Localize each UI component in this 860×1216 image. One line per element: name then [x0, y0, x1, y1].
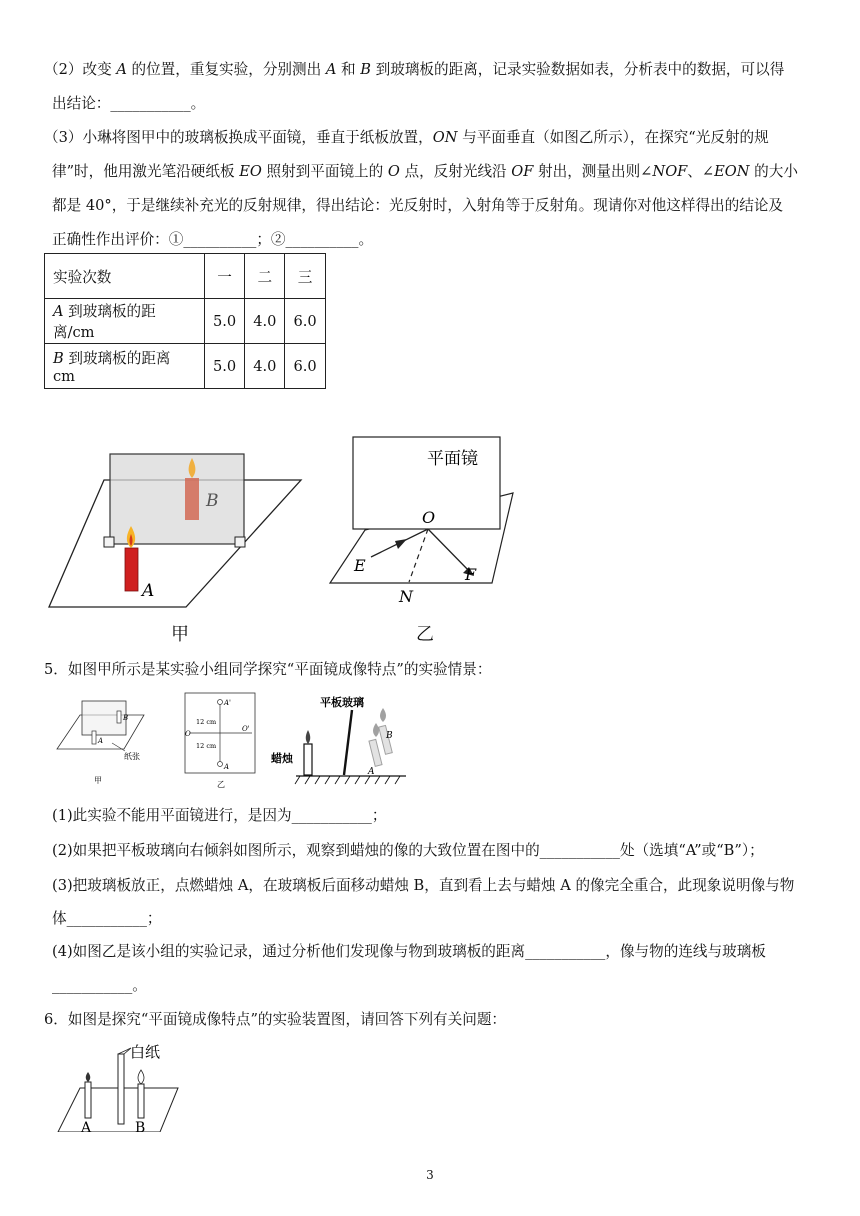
- label-a-prime: A': [224, 699, 231, 707]
- q4-part3-line2: 律”时，他用激光笔沿硬纸板 EO 照射到平面镜上的 O 点，反射光线沿 OF 射出，测量出则∠NOF、∠EON 的大小: [52, 163, 798, 180]
- q4-part3-line1: （3）小琳将图甲中的玻璃板换成平面镜，垂直于纸板放置，ON 与平面垂直（如图乙所示），在探究“光反射的规: [44, 129, 769, 146]
- label-a: A: [224, 763, 230, 771]
- q5-figure-glass: [268, 690, 408, 790]
- data-table: [44, 253, 326, 389]
- q5-figure-jia: [52, 695, 152, 787]
- q6-intro: 6．如图是探究“平面镜成像特点”的实验装置图，请回答下列有关问题：: [44, 1011, 507, 1028]
- ground-hatch: [295, 776, 400, 784]
- label-n: N: [399, 587, 413, 606]
- glass-plate: [344, 710, 352, 775]
- q5-s2: (2)如果把平板玻璃向右倾斜如图所示，观察到蜡烛的像的大致位置在图中的___________处（选填“A”或“B”）；: [52, 842, 764, 859]
- table-cell: 4.0: [245, 299, 285, 344]
- candle-b-icon: [138, 1084, 144, 1118]
- label-a: A: [98, 737, 104, 745]
- table-header-cell: 二: [245, 254, 285, 299]
- candle-icon: [92, 731, 96, 744]
- page-number: 3: [426, 1168, 434, 1182]
- glass-stand-right: [235, 537, 245, 547]
- q5-s3-line2: 体___________；: [52, 910, 162, 927]
- caption: 乙: [217, 780, 225, 789]
- q5-intro: 5．如图甲所示是某实验小组同学探究“平面镜成像特点”的实验情景：: [44, 661, 492, 678]
- q6-figure: [52, 1040, 182, 1132]
- candle-icon: [117, 711, 121, 723]
- q5-figure-yi: [180, 690, 260, 790]
- table-cell: 6.0: [285, 299, 325, 344]
- label-b: B: [123, 714, 129, 722]
- label-o: O: [185, 730, 191, 738]
- label-f: F: [465, 565, 477, 584]
- q5-s3-line1: (3)把玻璃板放正，点燃蜡烛 A，在玻璃板后面移动蜡烛 B，直到看上去与蜡烛 A 的像完全重合，此现象说明像与物: [52, 877, 795, 894]
- table-cell: 5.0: [205, 299, 245, 344]
- label-a: A: [81, 1120, 92, 1132]
- figure-jia: [44, 440, 314, 620]
- label-b: B: [135, 1120, 146, 1132]
- label-b: B: [386, 731, 393, 741]
- q5-s1: (1)此实验不能用平面镜进行，是因为___________；: [52, 807, 387, 824]
- paper-label: 白纸: [130, 1043, 161, 1061]
- caption: 甲: [94, 776, 102, 785]
- glass-plate: [118, 1054, 124, 1124]
- label-a: A: [368, 767, 375, 777]
- paper-label: 纸张: [124, 752, 140, 761]
- figure-jia-caption: 甲: [171, 624, 189, 645]
- label-o: O: [422, 508, 436, 527]
- table-cell: 4.0: [245, 344, 285, 389]
- candle-a-icon: [85, 1082, 91, 1118]
- label-b: B: [206, 491, 219, 511]
- figure-yi: [325, 433, 525, 613]
- table-header-cell: 三: [285, 254, 325, 299]
- glass-stand-left: [104, 537, 114, 547]
- mirror-label: 平面镜: [427, 449, 478, 469]
- label-o-prime: O': [242, 725, 250, 733]
- distance-label: 12 cm: [196, 742, 217, 750]
- table-row: [45, 299, 326, 344]
- glass-label: 平板玻璃: [320, 696, 364, 709]
- table-cell: 6.0: [285, 344, 325, 389]
- candle-icon: [304, 744, 312, 775]
- table-header-row: [45, 254, 326, 299]
- q5-s4-line2: ___________。: [52, 977, 147, 994]
- candle-label: 蜡烛: [271, 752, 293, 765]
- q4-part3-line3: 都是 40°，于是继续补充光的反射规律，得出结论：光反射时，入射角等于反射角。现请你对他这样得出的结论及: [52, 197, 784, 214]
- figure-yi-caption: 乙: [416, 624, 434, 645]
- q4-part3-line4: 正确性作出评价：①__________；②__________。: [52, 231, 374, 248]
- table-row: [45, 344, 326, 389]
- table-header-cell: 实验次数: [45, 254, 205, 299]
- table-cell: 5.0: [205, 344, 245, 389]
- table-row-label: B 到玻璃板的距离 cm: [45, 344, 205, 389]
- label-a: A: [142, 581, 155, 601]
- table-row-label: A 到玻璃板的距离/cm: [45, 299, 205, 344]
- table-header-cell: 一: [205, 254, 245, 299]
- label-e: E: [354, 556, 366, 575]
- distance-label: 12 cm: [196, 718, 217, 726]
- q5-s4-line1: (4)如图乙是该小组的实验记录，通过分析他们发现像与物到玻璃板的距离___________，像与物的连线与玻璃板: [52, 943, 766, 960]
- q4-part2-line1: （2）改变 A 的位置，重复实验，分别测出 A 和 B 到玻璃板的距离，记录实验数据如表，分析表中的数据，可以得: [44, 61, 785, 78]
- q4-part2-line2: 出结论：___________。: [52, 95, 206, 112]
